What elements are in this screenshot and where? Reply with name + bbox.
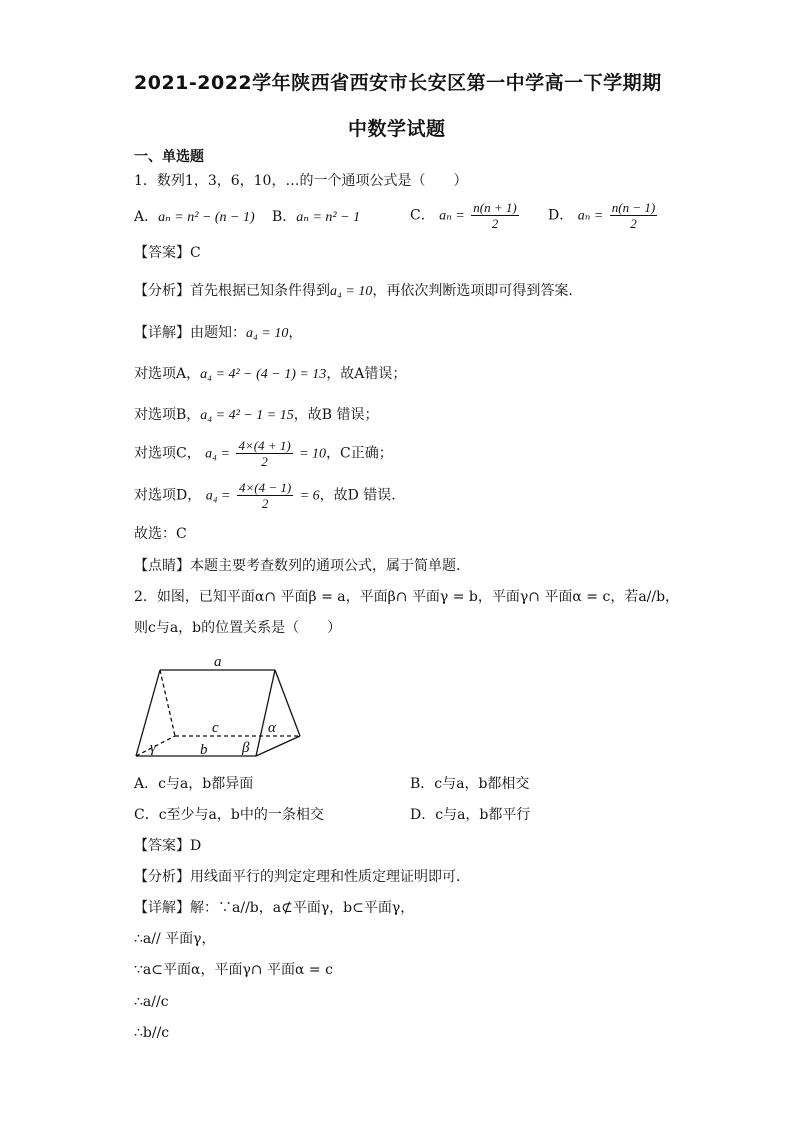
right-rear-edge: [275, 670, 300, 736]
label-b: b: [200, 742, 208, 758]
q2-option-c: C．c至少与a，b中的一条相交: [134, 807, 324, 823]
q1-check-b-formula: a₄ = 4² − 1 = 15: [200, 408, 294, 423]
page-title-line2: 中数学试题: [348, 118, 446, 140]
q1-analysis-formula: a₄ = 10: [330, 284, 373, 299]
q1-check-b-text: 对选项B，: [134, 407, 201, 423]
q1-check-a-formula: a₄ = 4² − (4 − 1) = 13: [200, 367, 327, 382]
q2-detail-line3: ∵a⊂平面α，平面γ∩ 平面α = c: [134, 962, 333, 978]
front-left-edge: [136, 670, 160, 756]
q1-check-c-denominator: 2: [261, 454, 268, 469]
q2-detail-line5: ∴b//c: [134, 1025, 170, 1041]
q1-check-d-numerator: 4×(4 − 1): [238, 480, 292, 495]
q2-analysis: 【分析】用线面平行的判定定理和性质定理证明即可．: [134, 869, 470, 885]
q2-detail-line4: ∴a//c: [134, 994, 169, 1010]
front-right-edge: [256, 670, 275, 756]
q1-check-d-fraction: [237, 480, 293, 511]
q1-option-b-label: B．: [272, 209, 297, 225]
q1-option-d-lhs: aₙ =: [577, 208, 604, 224]
q1-check-d: [134, 480, 396, 511]
q1-option-c: [410, 200, 521, 231]
q1-choose: 故选：C: [134, 526, 187, 542]
q2-answer: 【答案】D: [134, 838, 202, 854]
q1-option-c-lhs: aₙ =: [439, 208, 465, 224]
q1-check-c-text: 对选项C，: [134, 445, 201, 462]
section-heading: 一、单选题: [134, 149, 204, 165]
q1-option-d-denominator: 2: [630, 216, 637, 231]
q1-check-b-tail: ，故B 错误；: [293, 407, 379, 423]
q1-check-c-fraction: [236, 438, 292, 469]
q1-option-c-numerator: n(n + 1): [473, 200, 517, 215]
q1-option-d-numerator: n(n − 1): [611, 200, 656, 215]
q1-check-a-tail: ，故A错误；: [326, 366, 407, 382]
q1-check-d-text: 对选项D，: [134, 487, 202, 504]
label-alpha: α: [268, 720, 276, 736]
q1-check-c-tail: ，C正确；: [326, 445, 393, 462]
q2-detail-line1: 【详解】解：∵a//b，a⊄平面γ，b⊂平面γ，: [134, 900, 415, 916]
q1-option-b-formula: aₙ = n² − 1: [296, 210, 361, 225]
label-beta: β: [242, 740, 250, 756]
q2-stem-line2: 则c与a，b的位置关系是（ ）: [134, 620, 342, 636]
q1-option-a-label: A．: [134, 209, 159, 225]
label-gamma: γ: [150, 740, 156, 756]
q1-check-d-rhs: = 6: [299, 488, 320, 504]
label-c: c: [212, 720, 219, 736]
q1-option-b: [272, 208, 360, 227]
q1-check-c: [134, 438, 393, 469]
q1-option-d-fraction: [610, 200, 657, 231]
q1-check-c-numerator: 4×(4 + 1): [238, 438, 291, 453]
q1-check-c-lhs: a₄ =: [205, 446, 230, 462]
q1-analysis-tail: ，再依次判断选项即可得到答案.: [372, 283, 573, 299]
q2-detail-line2: ∴a// 平面γ，: [134, 931, 216, 947]
q1-analysis-text: 【分析】首先根据已知条件得到: [134, 283, 330, 299]
q2-option-a: A．c与a，b都异面: [134, 776, 254, 792]
q1-comment: 【点睛】本题主要考查数列的通项公式，属于简单题.: [134, 558, 461, 574]
q1-detail-text: 【详解】由题知：: [134, 325, 246, 341]
q2-option-d: D．c与a，b都平行: [410, 807, 531, 823]
q1-option-a-formula: aₙ = n² − (n − 1): [158, 210, 255, 225]
q1-answer: 【答案】C: [134, 245, 201, 261]
q1-check-c-rhs: = 10: [299, 446, 327, 462]
q1-detail: [134, 324, 302, 343]
q1-option-c-label: C．: [410, 207, 435, 224]
q1-analysis: [134, 282, 573, 301]
label-a: a: [214, 654, 222, 670]
prism-figure: [130, 652, 305, 764]
q1-check-d-lhs: a₄ =: [205, 488, 231, 504]
q1-check-b: [134, 406, 378, 425]
q1-option-d: [548, 200, 659, 231]
q1-option-a: [134, 208, 255, 227]
right-bottom-edge: [256, 736, 300, 756]
q1-option-d-label: D．: [548, 207, 574, 224]
q2-option-b: B．c与a，b都相交: [410, 776, 530, 792]
q1-option-c-denominator: 2: [491, 216, 499, 231]
q1-detail-formula: a₄ = 10: [246, 326, 289, 341]
q1-detail-tail: ，: [288, 325, 303, 341]
page-title-line1: 2021-2022学年陕西省西安市长安区第一中学高一下学期期: [134, 72, 662, 94]
q1-check-a: [134, 365, 406, 384]
q1-stem: 1．数列1，3，6，10，…的一个通项公式是（ ）: [134, 173, 468, 189]
q1-check-a-text: 对选项A，: [134, 366, 201, 382]
q1-check-d-tail: ，故D 错误.: [319, 487, 396, 504]
q1-option-c-fraction: [471, 200, 518, 231]
hidden-left-edge: [160, 670, 175, 736]
q1-check-d-denominator: 2: [261, 496, 269, 511]
q2-stem-line1: 2．如图，已知平面α∩ 平面β = a，平面β∩ 平面γ = b，平面γ∩ 平面α = c，若a//b，: [134, 589, 680, 605]
